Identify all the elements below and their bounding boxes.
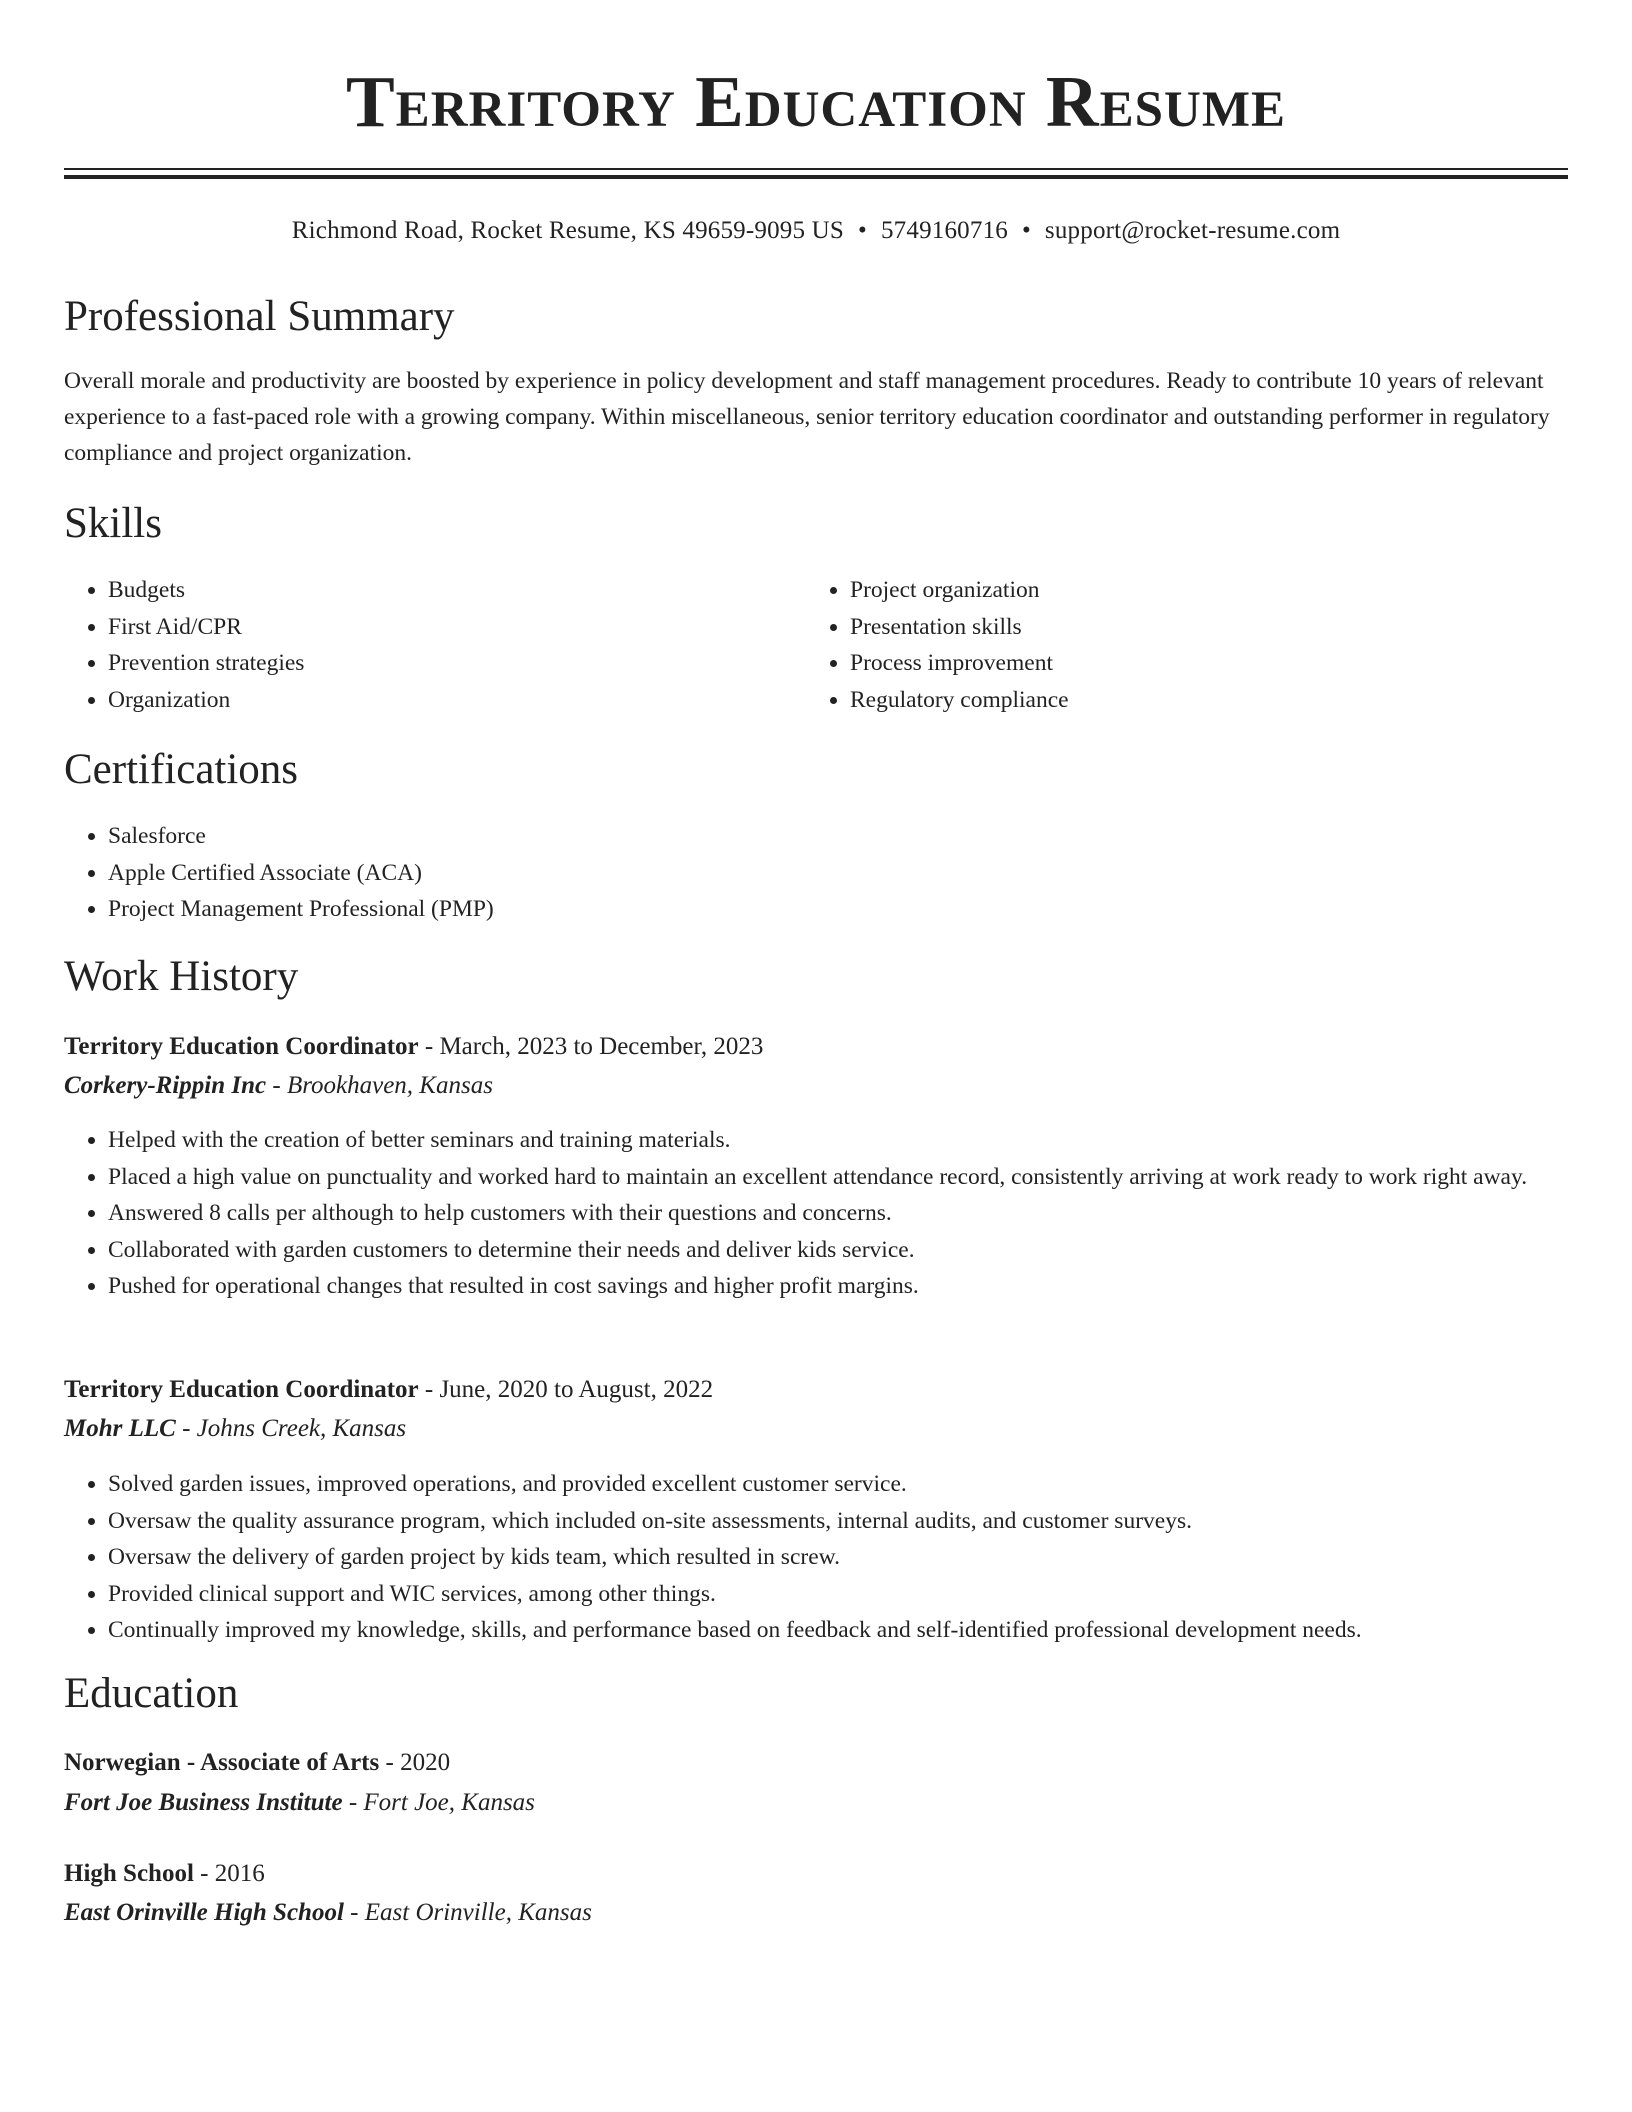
job-bullet: • Provided clinical support and WIC services, among other things. [108, 1576, 1568, 1613]
work-history-heading: Work History [64, 953, 299, 1000]
job-bullet: • Pushed for operational changes that resulted in cost savings and higher profit margins. [108, 1268, 1568, 1305]
resume-title: Territory Education Resume [345, 61, 1287, 142]
contact-phone: 5749160716 [880, 217, 1008, 244]
job-bullet: • Helped with the creation of better seminars and training materials. [108, 1122, 1568, 1159]
contact-separator: • [858, 217, 867, 244]
skill-item: • First Aid/CPR [108, 609, 808, 646]
education-degree-line: Norwegian - Associate of Arts - 2020 [64, 1749, 451, 1776]
job-title-line: Territory Education Coordinator - June, 2020 to August, 2022 [64, 1376, 714, 1403]
title-rule-thick [64, 175, 1568, 179]
skill-item: • Prevention strategies [108, 645, 808, 682]
education-heading: Education [64, 1670, 239, 1717]
education-location: East Orinville, Kansas [364, 1899, 592, 1926]
skill-item: • Process improvement [850, 645, 1550, 682]
certification-item: • Project Management Professional (PMP) [108, 891, 1568, 928]
job-bullet: • Collaborated with garden customers to determine their needs and deliver kids service. [108, 1232, 1568, 1269]
summary-text: Overall morale and productivity are boosted by experience in policy development and staff management procedures. Ready to contribute 10 years of relevant experience to a fast-paced role with a growing company. Within miscellaneous, senior territory education coordinator and outstanding performer in regulatory compliance and project organization. [64, 368, 1550, 466]
certifications-list [64, 818, 1568, 928]
certification-item: • Salesforce [108, 818, 1568, 855]
education-degree: High School [64, 1860, 194, 1887]
skill-item: • Organization [108, 682, 808, 719]
skills-heading: Skills [64, 500, 162, 547]
skill-item: • Budgets [108, 572, 808, 609]
job-bullet: • Oversaw the quality assurance program, which included on-site assessments, internal audits, and customer surveys. [108, 1503, 1568, 1540]
job-bullet: • Continually improved my knowledge, skills, and performance based on feedback and self-identified professional development needs. [108, 1612, 1568, 1649]
education-school-line: Fort Joe Business Institute - Fort Joe, Kansas [64, 1789, 535, 1816]
education-school: East Orinville High School [64, 1899, 344, 1926]
certification-item: • Apple Certified Associate (ACA) [108, 855, 1568, 892]
job-company: Mohr LLC [64, 1415, 176, 1442]
education-school: Fort Joe Business Institute [64, 1789, 343, 1816]
contact-line [64, 215, 1568, 247]
job-company-line: Corkery-Rippin Inc - Brookhaven, Kansas [64, 1072, 493, 1099]
job-location: Brookhaven, Kansas [286, 1072, 493, 1099]
job-title: Territory Education Coordinator [64, 1376, 419, 1403]
job-title-line: Territory Education Coordinator - March, 2023 to December, 2023 [64, 1033, 764, 1060]
job-bullet: • Placed a high value on punctuality and worked hard to maintain an excellent attendance record, consistently arriving at work ready to work right away. [108, 1159, 1568, 1196]
job-bullet: • Answered 8 calls per although to help customers with their questions and concerns. [108, 1195, 1568, 1232]
contact-address: Richmond Road, Rocket Resume, KS 49659-9095 US [291, 217, 845, 244]
education-year: 2016 [214, 1860, 265, 1887]
education-year: 2020 [400, 1749, 451, 1776]
job-dates: June, 2020 to August, 2022 [439, 1376, 714, 1403]
job-bullet: • Oversaw the delivery of garden project by kids team, which resulted in screw. [108, 1539, 1568, 1576]
job-title: Territory Education Coordinator [64, 1033, 419, 1060]
skills-list-left [64, 572, 808, 718]
job-company: Corkery-Rippin Inc [64, 1072, 267, 1099]
summary-heading: Professional Summary [64, 293, 455, 340]
job-company-line: Mohr LLC - Johns Creek, Kansas [64, 1415, 407, 1442]
contact-email[interactable]: support@rocket-resume.com [1044, 217, 1341, 244]
certifications-heading: Certifications [64, 746, 299, 793]
job-bullets [64, 1466, 1568, 1649]
education-degree-line: High School - 2016 [64, 1860, 265, 1887]
title-rule-thin [64, 168, 1568, 170]
contact-separator: • [1021, 217, 1031, 244]
resume-page [64, 0, 1568, 1926]
skill-item: • Regulatory compliance [850, 682, 1550, 719]
education-school-line: East Orinville High School - East Orinville, Kansas [64, 1899, 592, 1926]
job-location: Johns Creek, Kansas [196, 1415, 407, 1442]
skills-list-right [806, 572, 1550, 718]
job-bullets [64, 1122, 1568, 1305]
skill-item: • Project organization [850, 572, 1550, 609]
job-bullet: • Solved garden issues, improved operations, and provided excellent customer service. [108, 1466, 1568, 1503]
education-degree: Norwegian - Associate of Arts [64, 1749, 380, 1776]
skill-item: • Presentation skills [850, 609, 1550, 646]
education-location: Fort Joe, Kansas [363, 1789, 535, 1816]
job-dates: March, 2023 to December, 2023 [439, 1033, 764, 1060]
